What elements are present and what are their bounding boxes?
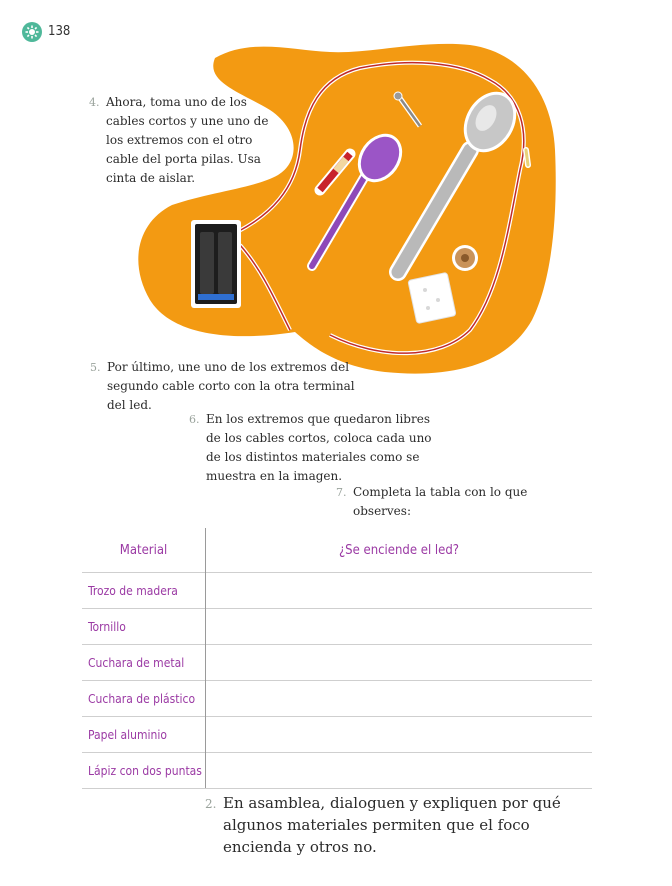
answer-cell[interactable] [206,645,593,681]
discussion-prompt [205,792,583,858]
step-4 [89,93,281,188]
step-6 [189,410,446,486]
table-row [82,609,592,645]
page-number: 138 [48,24,71,39]
table-row [82,717,592,753]
step-text: Ahora, toma uno de los cables cortos y une uno de los extremos con el otro cable del porta pilas. Usa cinta de aislar. [106,95,269,185]
step-number: 6. [189,413,200,426]
answer-cell[interactable] [206,573,593,609]
step-text: Completa la tabla con lo que observes: [353,485,528,518]
step-number: 4. [89,96,100,109]
aluminum-foil [408,272,456,323]
table-header-row [82,528,592,573]
step-number: 5. [90,361,101,374]
answer-cell[interactable] [206,717,593,753]
material-cell: Trozo de madera [82,573,206,609]
materials-table [82,528,592,789]
step-5 [90,358,367,415]
prompt-number: 2. [205,797,217,811]
header-material: Material [82,528,206,573]
led [526,150,528,165]
step-text: En los extremos que quedaron libres de los cables cortos, coloca cada uno de los distintos materiales como se muestra en la imagen. [206,412,432,483]
prompt-text: En asamblea, dialoguen y expliquen por qué algunos materiales permiten que el foco encienda y otros no. [223,794,561,856]
circuit-materials-illustration [0,0,672,420]
table-row [82,573,592,609]
step-text: Por último, une uno de los extremos del segundo cable corto con la otra terminal del led. [107,360,355,412]
header-led-on: ¿Se enciende el led? [338,542,460,558]
table-row [82,681,592,717]
answer-cell[interactable] [206,609,593,645]
material-cell: Cuchara de metal [82,645,206,681]
material-cell: Papel aluminio [82,717,206,753]
table-row [82,645,592,681]
material-cell: Tornillo [82,609,206,645]
wood-piece [452,245,478,271]
battery-holder [191,220,241,308]
step-number: 7. [336,486,347,499]
material-cell: Cuchara de plástico [82,681,206,717]
table-row [82,753,592,789]
material-cell: Lápiz con dos puntas [82,753,206,789]
answer-cell[interactable] [206,753,593,789]
step-7 [336,483,583,521]
answer-cell[interactable] [206,681,593,717]
